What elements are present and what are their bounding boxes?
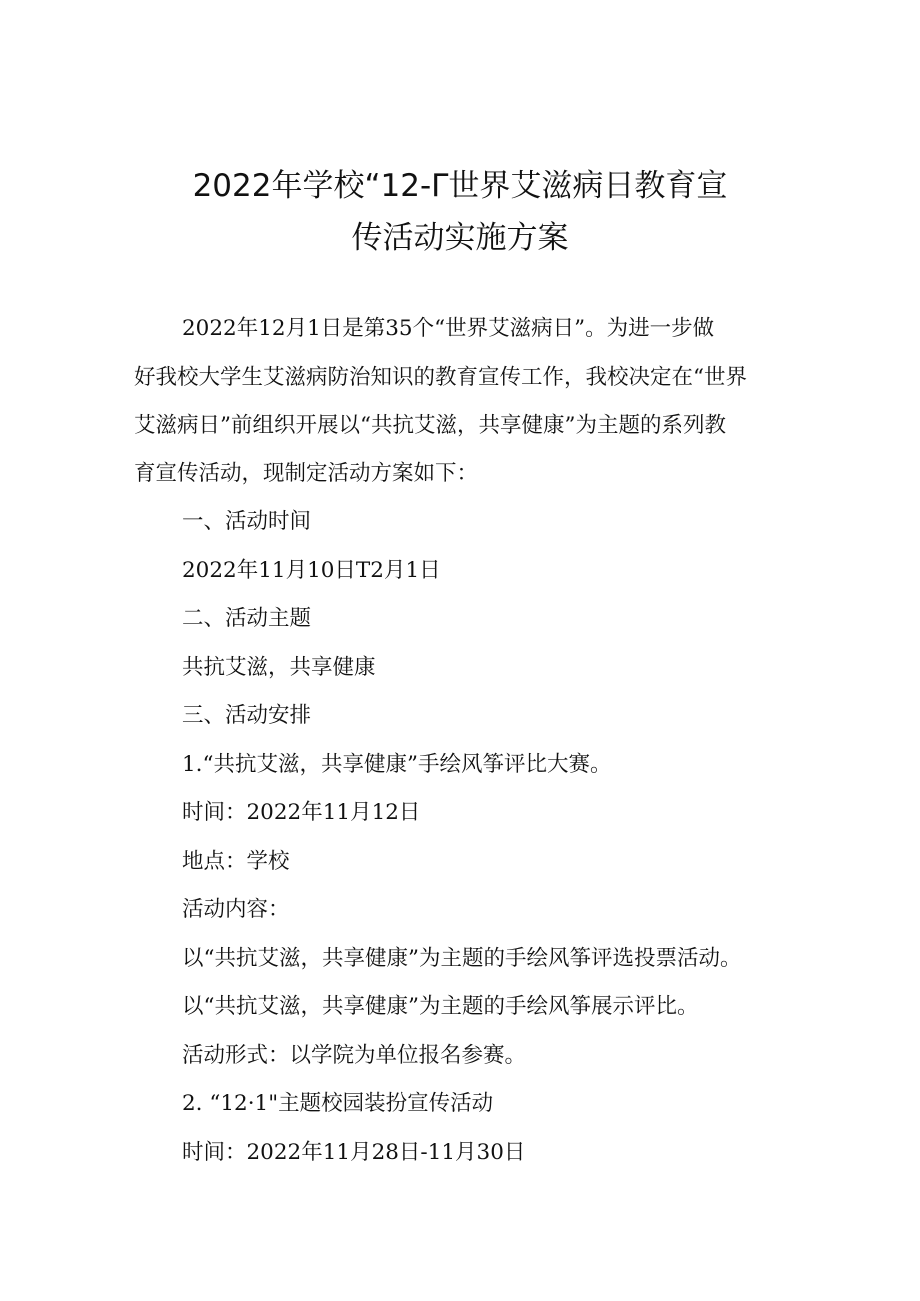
intro-paragraph-line-1: 2022年12月1日是第35个“世界艾滋病日”。为进一步做	[182, 316, 715, 341]
section-time-text: 2022年11月10日T2月1日	[182, 558, 441, 583]
document-title-line-2: 传活动实施方案	[351, 220, 569, 256]
section-theme-text: 共抗艾滋，共享健康	[182, 655, 376, 680]
document-title-line-1: 2022年学校“12-Γ世界艾滋病日教育宣	[192, 168, 728, 204]
section-heading-time: 一、活动时间	[182, 509, 312, 534]
item2-title: 2. “12·1"主题校园装扮宣传活动	[182, 1091, 494, 1116]
item1-content-2: 以“共抗艾滋，共享健康”为主题的手绘风筝展示评比。	[182, 994, 699, 1019]
item1-content-1: 以“共抗艾滋，共享健康”为主题的手绘风筝评选投票活动。	[182, 946, 742, 971]
item2-time: 时间：2022年11月28日-11月30日	[182, 1140, 526, 1165]
item1-time: 时间：2022年11月12日	[182, 800, 421, 825]
intro-paragraph-line-3: 艾滋病日”前组织开展以“共抗艾滋，共享健康”为主题的系列教	[134, 413, 726, 438]
intro-paragraph-line-4: 育宣传活动，现制定活动方案如下：	[134, 461, 479, 486]
intro-paragraph-line-2: 好我校大学生艾滋病防治知识的教育宣传工作，我校决定在“世界	[134, 365, 747, 390]
item1-title: 1.“共抗艾滋，共享健康”手绘风筝评比大赛。	[182, 752, 612, 777]
section-heading-arrangement: 三、活动安排	[182, 703, 312, 728]
item1-place: 地点：学校	[182, 849, 290, 874]
section-heading-theme: 二、活动主题	[182, 606, 312, 631]
item1-content-label: 活动内容：	[182, 897, 290, 922]
item1-form: 活动形式：以学院为单位报名参赛。	[182, 1043, 527, 1068]
